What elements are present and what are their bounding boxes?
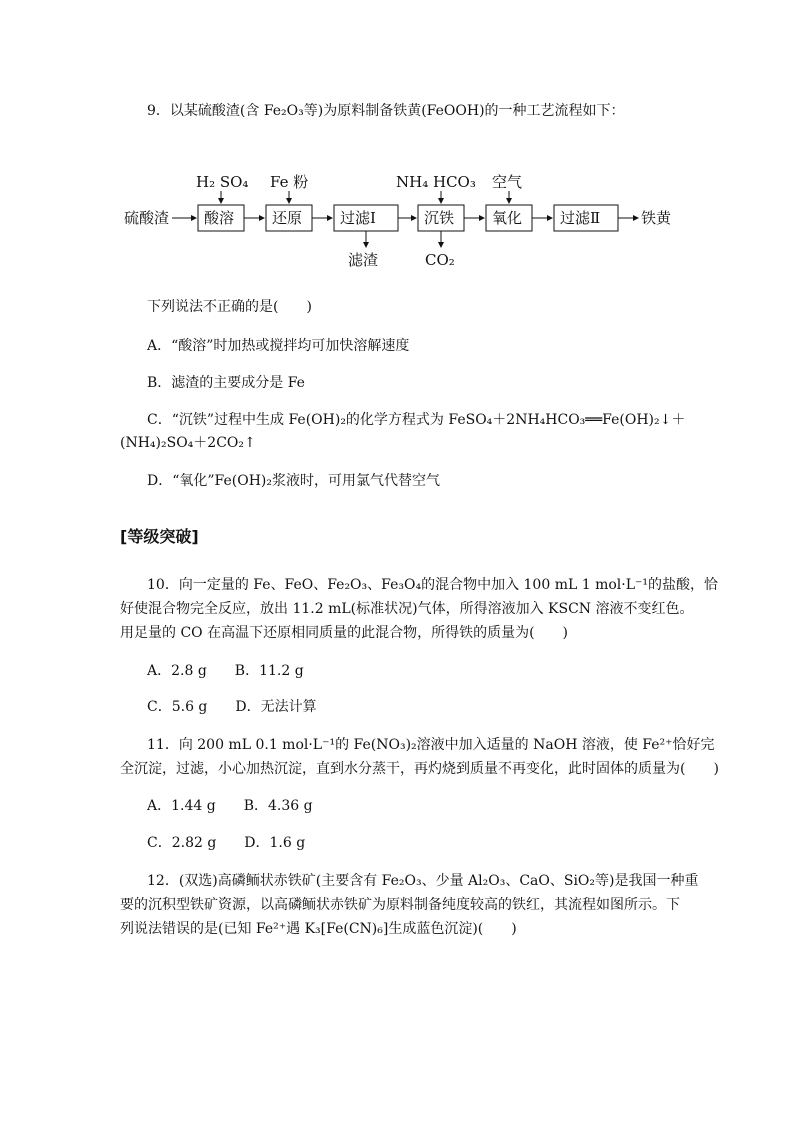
flow-step-reduce: 还原: [272, 209, 303, 227]
flow-output-residue: 滤渣: [348, 251, 379, 269]
flow-step-oxidize: 氧化: [492, 209, 523, 227]
flow-end: 铁黄: [641, 209, 672, 227]
flow-input-air: 空气: [492, 173, 523, 191]
q11-line1: 11．向 200 mL 0.1 mol·L⁻¹的 Fe(NO₃)₂溶液中加入适量的 NaOH 溶液，使 Fe²⁺恰好完: [147, 737, 715, 753]
q9-option-a: A．“酸溶”时加热或搅拌均可加快溶解速度: [147, 338, 410, 354]
flow-start: 硫酸渣: [124, 209, 170, 227]
q9-question: 下列说法不正确的是( ): [147, 299, 312, 315]
q10-line1: 10．向一定量的 Fe、FeO、Fe₂O₃、Fe₃O₄的混合物中加入 100 mL 1 mol·L⁻¹的盐酸，恰: [147, 577, 719, 593]
q9-option-c-line1: C．“沉铁”过程中生成 Fe(OH)₂的化学方程式为 FeSO₄＋2NH₄HCO₃══Fe(OH)₂↓＋: [147, 412, 686, 428]
q10-options-cd: C．5.6 g D．无法计算: [147, 699, 317, 715]
flow-output-co2: CO₂: [425, 251, 455, 269]
q10-line2: 好使混合物完全反应，放出 11.2 mL(标准状况)气体，所得溶液加入 KSCN 溶液不变红色。: [120, 601, 694, 617]
section-heading: [等级突破]: [120, 527, 199, 546]
q11-options-cd: C．2.82 g D．1.6 g: [147, 835, 306, 851]
q11-options-ab: A．1.44 g B．4.36 g: [147, 798, 313, 814]
q12-line2: 要的沉积型铁矿资源，以高磷鲕状赤铁矿为原料制备纯度较高的铁红，其流程如图所示。下: [120, 897, 680, 913]
q9-flow-diagram: [0, 0, 794, 280]
flow-step-acid: 酸溶: [204, 209, 235, 227]
q12-line1: 12．(双选)高磷鲕状赤铁矿(主要含有 Fe₂O₃、少量 Al₂O₃、CaO、SiO₂等)是我国一种重: [147, 873, 699, 889]
flow-step-filter2: 过滤Ⅱ: [560, 209, 601, 227]
q11-line2: 全沉淀，过滤，小心加热沉淀，直到水分蒸干，再灼烧到质量不再变化，此时固体的质量为( ): [120, 761, 719, 777]
q10-line3: 用足量的 CO 在高温下还原相同质量的此混合物，所得铁的质量为( ): [120, 625, 569, 641]
q9-option-d: D．“氧化”Fe(OH)₂浆液时，可用氯气代替空气: [147, 473, 440, 489]
q9-stem: 9．以某硫酸渣(含 Fe₂O₃等)为原料制备铁黄(FeOOH)的一种工艺流程如下：: [147, 103, 625, 119]
flow-input-nh4hco3: NH₄ HCO₃: [396, 173, 476, 191]
flow-input-h2so4: H₂ SO₄: [196, 173, 249, 191]
flow-step-precipitate: 沉铁: [424, 209, 455, 227]
q12-line3: 列说法错误的是(已知 Fe²⁺遇 K₃[Fe(CN)₆]生成蓝色沉淀)( ): [120, 921, 517, 937]
q9-option-b: B．滤渣的主要成分是 Fe: [147, 375, 305, 391]
flow-input-fe: Fe 粉: [270, 173, 309, 191]
flow-step-filter1: 过滤Ⅰ: [340, 209, 376, 227]
q10-options-ab: A．2.8 g B．11.2 g: [147, 663, 304, 679]
q9-option-c-line2: (NH₄)₂SO₄＋2CO₂↑: [120, 435, 256, 451]
